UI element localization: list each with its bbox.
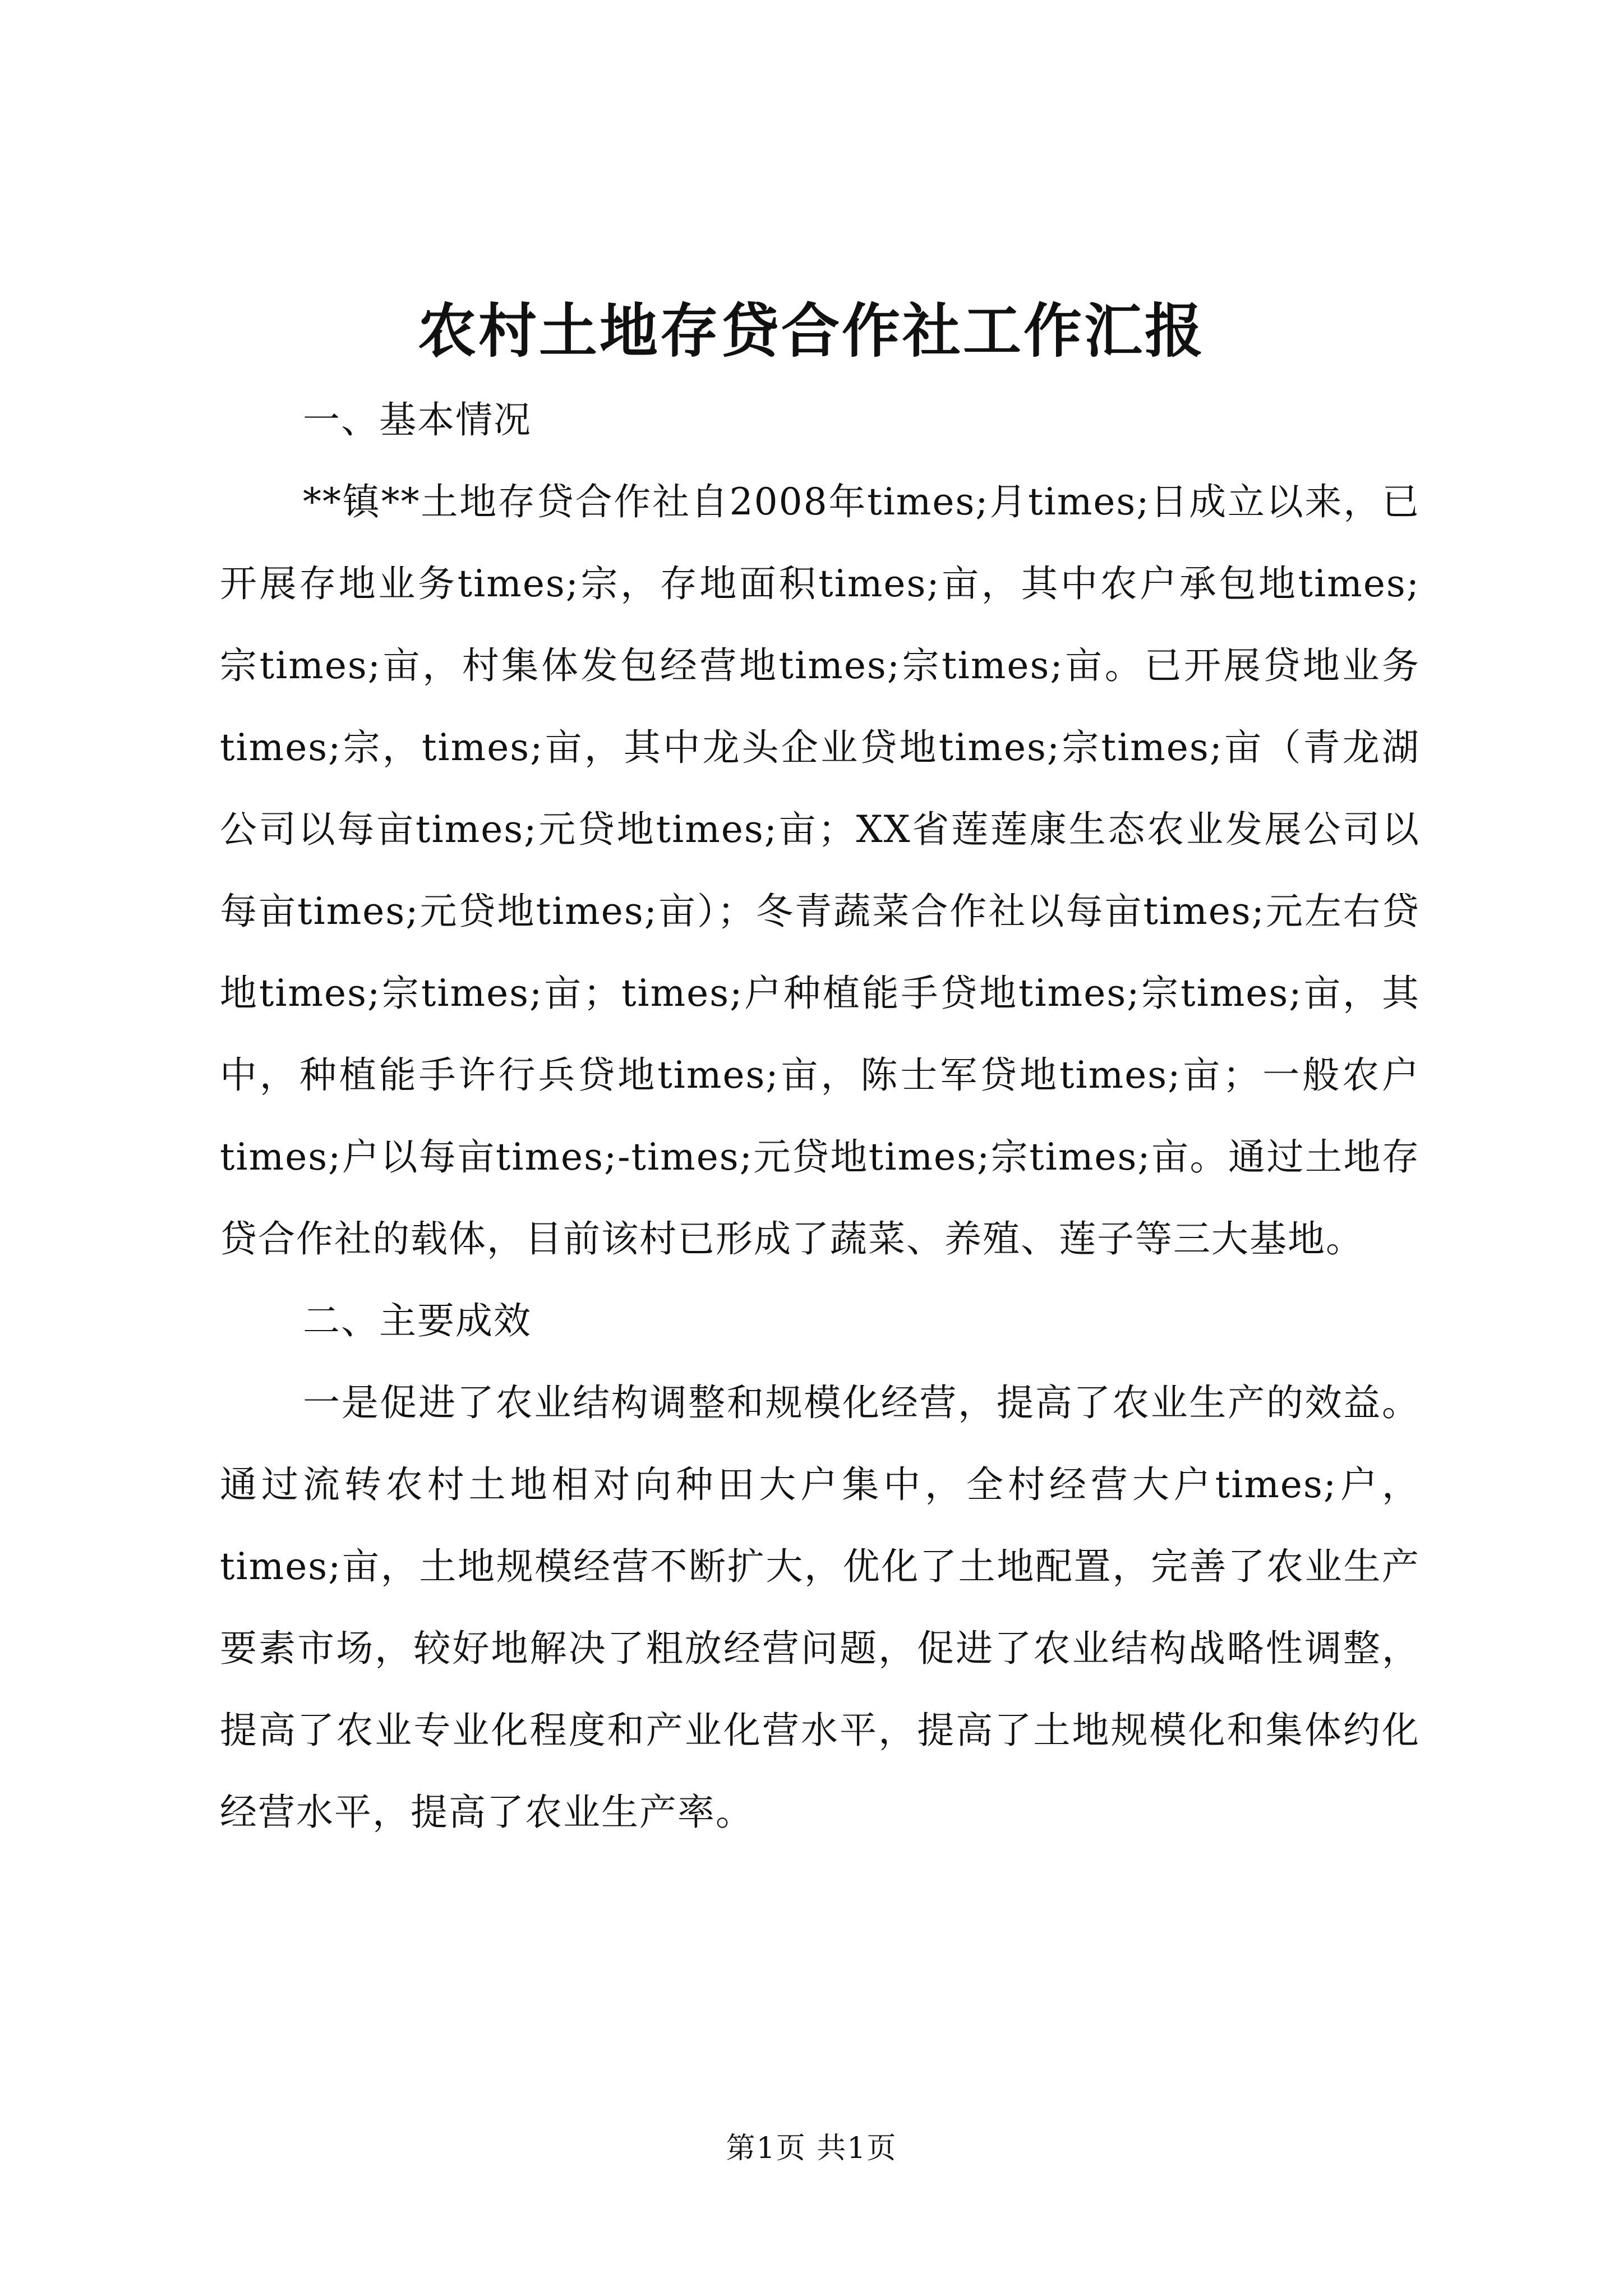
- paragraph-basic-situation: **镇**土地存贷合作社自2008年times;月times;日成立以来，已开展存地业务times;宗，存地面积times;亩，其中农户承包地times;宗times;亩，村集体发包经营地times;宗times;亩。已开展贷地业务times;宗，times;亩，其中龙头企业贷地times;宗times;亩（青龙湖公司以每亩times;元贷地times;亩；XX省莲莲康生态农业发展公司以每亩times;元贷地times;亩）；冬青蔬菜合作社以每亩times;元左右贷地times;宗times;亩；times;户种植能手贷地times;宗times;亩，其中，种植能手许行兵贷地times;亩，陈士军贷地times;亩；一般农户times;户以每亩times;-times;元贷地times;宗times;亩。通过土地存贷合作社的载体，目前该村已形成了蔬菜、养殖、莲子等三大基地。: [220, 480, 1420, 1260]
- paragraph-main-results: 一是促进了农业结构调整和规模化经营，提高了农业生产的效益。通过流转农村土地相对向种田大户集中，全村经营大户times;户，times;亩，土地规模经营不断扩大，优化了土地配置，完善了农业生产要素市场，较好地解决了粗放经营问题，促进了农业结构战略性调整，提高了农业专业化程度和产业化营水平，提高了土地规模化和集体约化经营水平，提高了农业生产率。: [220, 1381, 1420, 1834]
- document-title: 农村土地存贷合作社工作汇报: [417, 296, 1205, 365]
- section-heading-main-results: 二、主要成效: [303, 1299, 532, 1342]
- document-body: [220, 379, 1420, 1853]
- page-footer: 第1页 共1页: [726, 2132, 897, 2165]
- section-heading-basic-situation: 一、基本情况: [303, 398, 532, 441]
